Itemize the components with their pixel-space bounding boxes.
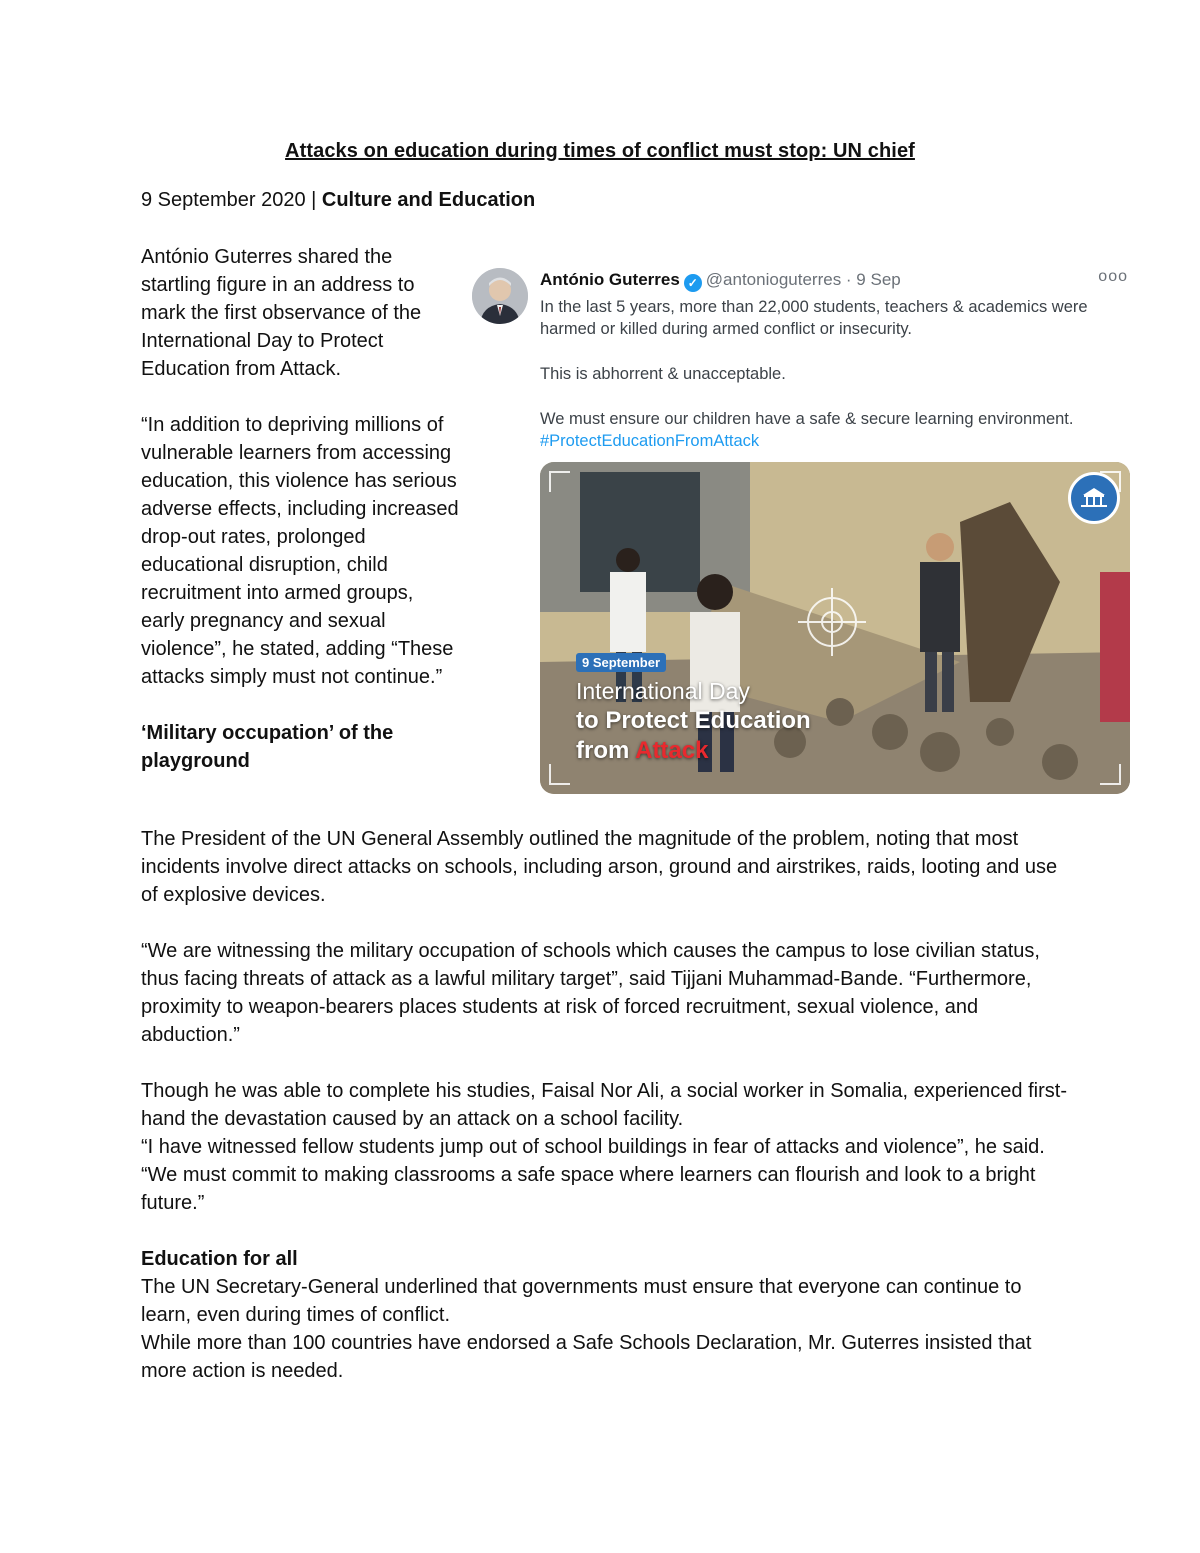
image-title-line-2: to Protect Education <box>576 707 811 734</box>
image-title-from: from <box>576 737 636 764</box>
tweet-image[interactable] <box>540 462 1130 794</box>
avatar[interactable] <box>472 268 528 324</box>
section1-paragraph-1: The President of the UN General Assembly outlined the magnitude of the problem, noting that most incidents involve direct attacks on schools, including arson, ground and airstrikes, raids, looting and use of explosive devices. <box>141 828 1058 906</box>
intro-paragraph-2: “In addition to depriving millions of vulnerable learners from accessing education, this violence has serious adverse effects, including increased drop-out rates, prolonged educational disruption, child recruitment into armed groups, early pregnancy and sexual violence”, he stated, adding “These attacks simply must not continue.” <box>141 414 459 688</box>
article-title: Attacks on education during times of conflict must stop: UN chief <box>285 140 915 162</box>
image-title-line-1: International Day <box>576 678 750 704</box>
image-overlay-text <box>576 653 811 766</box>
verified-badge-icon: ✓ <box>684 274 702 292</box>
tweet-body <box>540 296 1130 452</box>
section1-paragraph-3: Though he was able to complete his studies, Faisal Nor Ali, a social worker in Somalia, experienced first-hand the devastation caused by an attack on a school facility. <box>141 1080 1067 1130</box>
article-date: 9 September 2020 | <box>141 189 322 211</box>
tweet-hashtag[interactable]: #ProtectEducationFromAttack <box>540 432 760 450</box>
section2-paragraph-2: While more than 100 countries have endorsed a Safe Schools Declaration, Mr. Guterres insisted that more action is needed. <box>141 1332 1032 1382</box>
section-heading-military: ‘Military occupation’ of the playground <box>141 722 394 772</box>
section-heading-education: Education for all <box>141 1248 298 1270</box>
section1-paragraph-4: “I have witnessed fellow students jump out of school buildings in fear of attacks and violence”, he said. “We must commit to making classrooms a safe space where learners can flourish and look to a bright future.” <box>141 1136 1045 1214</box>
tweet-handle[interactable]: @antonioguterres · 9 Sep <box>705 270 901 289</box>
tweet-author-name[interactable]: António Guterres <box>540 270 680 289</box>
un-emblem-icon <box>1068 472 1120 524</box>
section2-paragraph-1: The UN Secretary-General underlined that governments must ensure that everyone can continue to learn, even during times of conflict. <box>141 1276 1022 1326</box>
person-icon <box>472 268 528 324</box>
image-date-tag: 9 September <box>576 653 666 672</box>
tweet-line-3: We must ensure our children have a safe & secure learning environment. <box>540 410 1074 428</box>
intro-paragraph-1: António Guterres shared the startling figure in an address to mark the first observance of the International Day to Protect Education from Attack. <box>141 246 422 380</box>
section1-paragraph-2: “We are witnessing the military occupation of schools which causes the campus to lose civilian status, thus facing threats of attack as a lawful military target”, said Tijjani Muhammad-Bande. “Furthermore, proximity to weapon-bearers places students at risk of forced recruitment, sexual violence, and abduction.” <box>141 940 1040 1046</box>
tweet-header <box>540 270 901 292</box>
image-title-attack: Attack <box>635 737 709 764</box>
tweet-line-1: In the last 5 years, more than 22,000 students, teachers & academics were harmed or killed during armed conflict or insecurity. <box>540 298 1088 338</box>
embedded-tweet <box>470 262 1140 802</box>
more-options-icon[interactable]: ooo <box>1098 268 1128 285</box>
intro-column <box>141 243 461 775</box>
section-military-body <box>141 825 1071 1385</box>
dateline <box>141 189 535 212</box>
tweet-line-2: This is abhorrent & unacceptable. <box>540 365 786 383</box>
article-category: Culture and Education <box>321 189 536 211</box>
image-title-line-3 <box>576 736 811 766</box>
